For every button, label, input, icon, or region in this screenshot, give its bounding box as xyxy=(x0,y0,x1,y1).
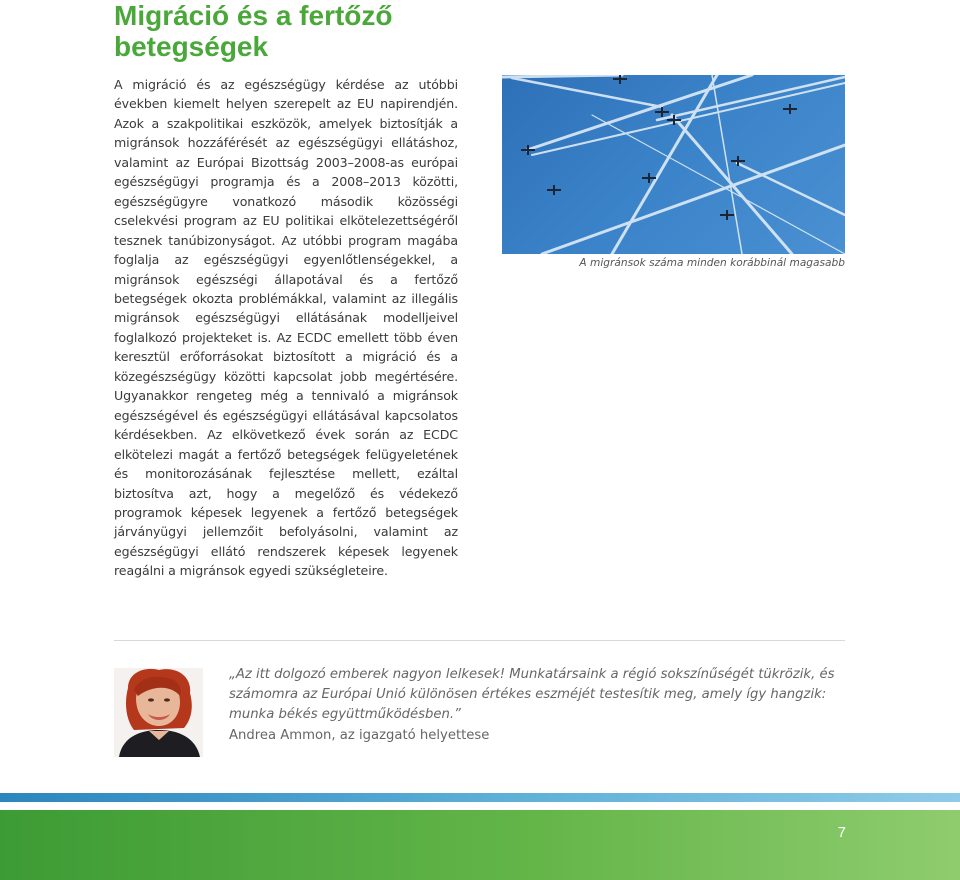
quote-text: „Az itt dolgozó emberek nagyon lelkesek! Munkatársaink a régió sokszínűségét tükrözik, és számomra az Európai Unió különösen értékes eszméjét testesítik meg, amely így hangzik: munka békés együttműködésben.” xyxy=(229,667,835,722)
photo-caption: A migránsok száma minden korábbinál magasabb xyxy=(579,257,845,269)
airplanes-sky-photo xyxy=(502,75,845,254)
footer-blue-band xyxy=(0,793,960,802)
section-divider xyxy=(114,640,845,641)
quote-attribution: Andrea Ammon, az igazgató helyettese xyxy=(229,728,490,743)
page-number: 7 xyxy=(837,824,846,841)
footer-green-band xyxy=(0,810,960,880)
page-title: Migráció és a fertőző betegségek xyxy=(114,0,393,62)
portrait-photo xyxy=(114,668,203,757)
article-body: A migráció és az egészségügy kérdése az utóbbi években kiemelt helyen szerepelt az EU napirendjén. Azok a szakpolitikai eszközök, amelyek biztosítják a migránsok hozzáférését az egészségügyi ellátáshoz, valamint az Európai Bizottság 2003–2008-as európai egészségügyi programja és a 2008–2013 közötti, egészségügyre vonatkozó második közösségi cselekvési program az EU politikai elkötelezettségéről tesznek tanúbizonyságot. Az utóbbi program magába foglalja az egészségügyi egyenlőtlenségekkel, a migránsok egészségi állapotával és a fertőző betegségek okozta problémákkal, valamint az illegális migránsok egészségügyi ellátásának modelljeivel foglalkozó projekteket is. Az ECDC emellett több éven keresztül erőforrásokat biztosított a migráció és a közegészségügy közötti kapcsolat jobb megértésére. Ugyanakkor rengeteg még a tennivaló a migránsok egészségével és egészségügyi ellátásával kapcsolatos kérdésekben. Az elkövetkező évek során az ECDC elkötelezi magát a fertőző betegségek felügyeletének és monitorozásának fejlesztése mellett, ezáltal biztosítva azt, hogy a megelőző és védekező programok képesek legyenek a fertőző betegségek járványügyi jellemzőit befolyásolni, valamint az egészségügyi ellátó rendszerek képesek legyenek reagálni a migránsok egyedi szükségleteire. xyxy=(114,77,458,579)
